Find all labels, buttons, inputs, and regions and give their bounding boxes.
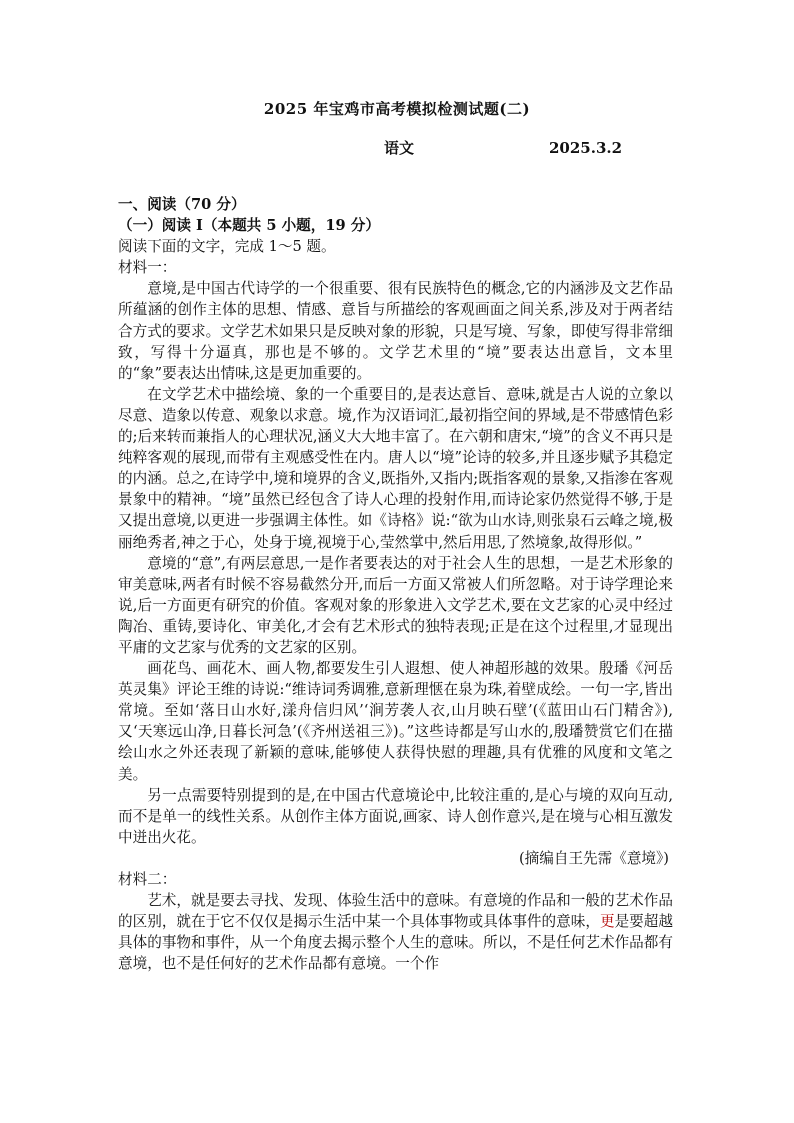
section-heading: 一、阅读（70 分）	[118, 196, 246, 213]
material-one-paragraph: 意境,是中国古代诗学的一个很重要、很有民族特色的概念,它的内涵涉及文艺作品所蕴涵的创作主体的思想、情感、意旨与所描绘的客观画面之间关系,涉及对于两者结合方式的要求。文学艺术如果只是反映对象的形貌，只是写境、写象，即使写得非常细致，写得十分逼真，那也是不够的。文学艺术里的“境”要表达出意旨，文本里的“象”要表达出情味,这是更加重要的。	[118, 280, 673, 382]
material-one-paragraph: 另一点需要特别提到的是,在中国古代意境论中,比较注重的,是心与境的双向互动,而不是单一的线性关系。从创作主体方面说,画家、诗人创作意兴,是在境与心相互激发中迸出火花。	[118, 786, 673, 846]
highlighted-character: 更	[599, 913, 615, 931]
material-one-paragraph: 意境的“意”,有两层意思,一是作者要表达的对于社会人生的思想，一是艺术形象的审美意味,两者有时候不容易截然分开,而后一方面又常被人们所忽略。对于诗学理论来说,后一方面更有研究的价值。客观对象的形象进入文学艺术,要在文艺家的心灵中经过陶冶、重铸,要诗化、审美化,才会有艺术形式的独特表现;正是在这个过程里,才显现出平庸的文艺家与优秀的文艺家的区别。	[118, 554, 673, 656]
material-one-label: 材料一：	[118, 259, 177, 277]
material-one-paragraph: 画花鸟、画花木、画人物,都要发生引人遐想、使人神超形越的效果。殷璠《河岳英灵集》评论王维的诗说:“维诗词秀调雅,意新理惬在泉为珠,着壁成绘。一句一字,皆出常境。至如‘落日山水好,漾舟信归风’‘涧芳袭人衣,山月映石壁’(《蓝田山石门精舍》),又‘天寒远山净,日暮长河急’(《齐州送祖三》)。”这些诗都是写山水的,殷璠赞赏它们在描绘山水之外还表现了新颖的意味,能够使人获得快慰的理趣,具有优雅的风度和文笔之美。	[118, 660, 673, 783]
material-two-text-end: 是要超越具体的事物和事件，从一个角度去揭示整个人生的意味。所以，不是任何艺术作品都有意境，也不是任何好的艺术作品都有意境。一个作	[118, 913, 673, 973]
material-two-label: 材料二：	[118, 871, 177, 888]
section-subheading: （一）阅读 I（本题共 5 小题，19 分）	[118, 217, 380, 235]
document-body	[118, 194, 673, 974]
instruction-text: 阅读下面的文字，完成 1～5 题。	[118, 238, 336, 256]
exam-date: 2025.3.2	[549, 139, 623, 157]
exam-title: 2025 年宝鸡市高考模拟检测试题(二)	[263, 100, 531, 118]
material-one-paragraph: 在文学艺术中描绘境、象的一个重要目的,是表达意旨、意味,就是古人说的立象以尽意、造象以传意、观象以求意。境,作为汉语词汇,最初指空间的界域,是不带感情色彩的;后来转而兼指人的心理状况,涵义大大地丰富了。在六朝和唐宋,“境”的含义不再只是纯粹客观的展现,而带有主观感受性在内。唐人以“境”论诗的较多,并且逐步赋予其稳定的内涵。总之,在诗学中,境和境界的含义,既指外,又指内;既指客观的景象,又指渗在客观景象中的精神。“境”虽然已经包含了诗人心理的投射作用,而诗论家仍然觉得不够,于是又提出意境,以更进一步强调主体性。如《诗格》说:“欲为山水诗,则张泉石云峰之境,极丽绝秀者,神之于心，处身于境,视境于心,莹然掌中,然后用思,了然境象,故得形似。”	[118, 385, 673, 551]
material-two-text-start: 艺术，就是要去寻找、发现、体验生活中的意味。有意境的作品和一般的艺术作品的区别，就在于它不仅仅是揭示生活中某一个具体事物或具体事件的意味，	[118, 892, 673, 931]
exam-subtitle	[384, 137, 622, 158]
material-one-source: (摘编自王先霈《意境》)	[518, 849, 669, 867]
subject-label: 语文	[384, 139, 415, 157]
material-two-paragraph	[118, 890, 673, 974]
